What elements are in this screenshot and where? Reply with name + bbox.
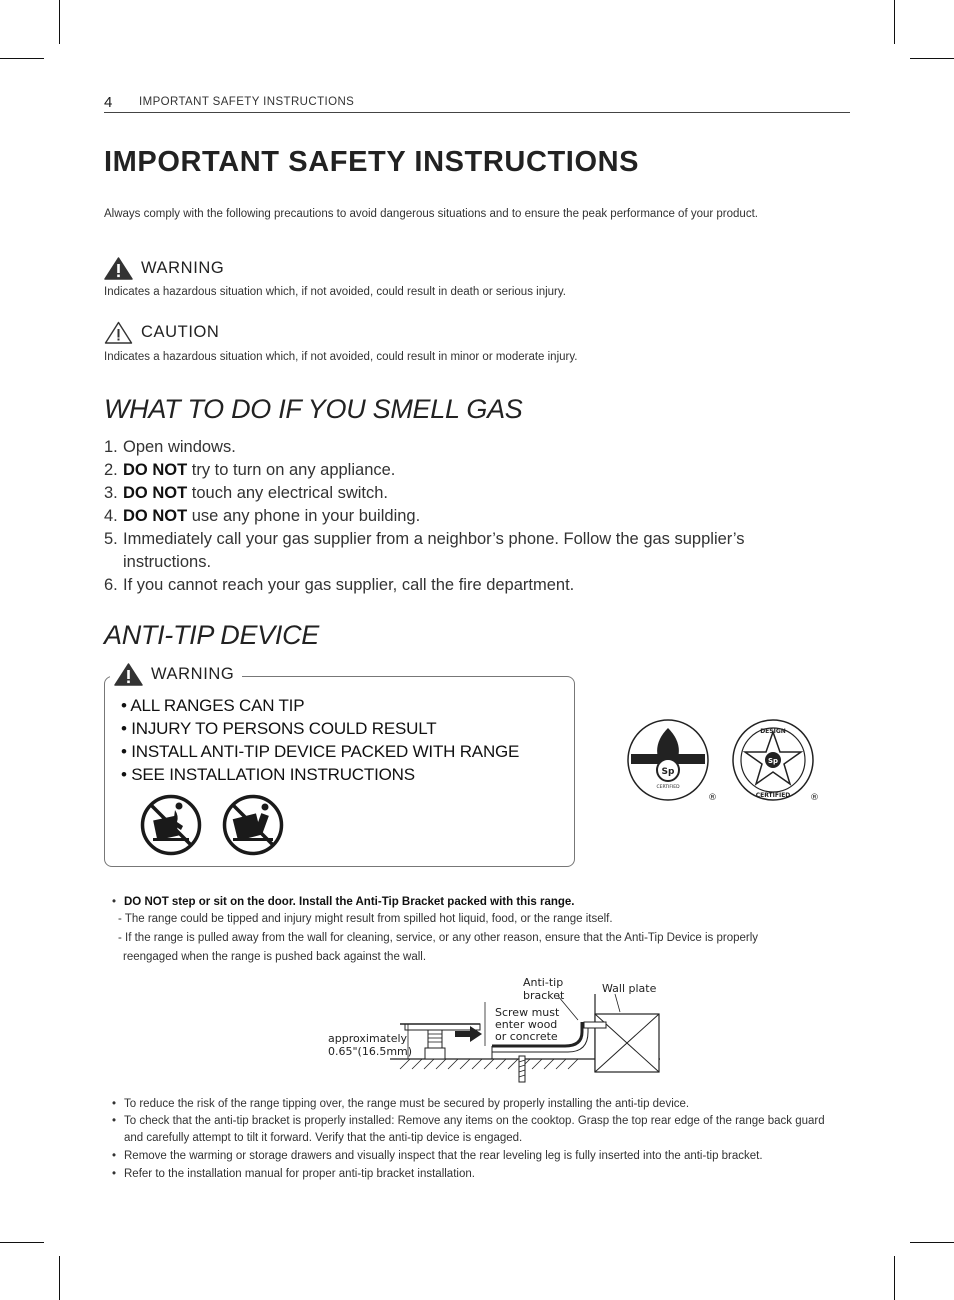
- label-approx-2: 0.65"(16.5mm): [328, 1045, 413, 1058]
- cert-top-text: DESIGN: [760, 728, 786, 735]
- page-number: 4: [104, 94, 113, 111]
- gas-heading: WHAT TO DO IF YOU SMELL GAS: [104, 394, 523, 424]
- step-number: 1.: [104, 438, 118, 456]
- bullet-item: • Remove the warming or storage drawers and visually inspect that the rear leveling leg is fully inserted into the anti-tip bracket.: [112, 1148, 852, 1165]
- caution-signal: [104, 321, 219, 344]
- svg-text:Sp: Sp: [661, 767, 675, 777]
- warning-signal: [104, 257, 224, 280]
- step-number: 2.: [104, 461, 118, 479]
- bullet-item: • DO NOT step or sit on the door. Install the Anti-Tip Bracket packed with this range.: [112, 894, 852, 911]
- step-emphasis: DO NOT: [123, 461, 188, 479]
- step-emphasis: DO NOT: [123, 484, 188, 502]
- page-title: IMPORTANT SAFETY INSTRUCTIONS: [104, 146, 640, 178]
- antitip-heading: ANTI-TIP DEVICE: [104, 620, 320, 650]
- step-text: touch any electrical switch.: [187, 484, 389, 502]
- label-screw-1: Screw must: [495, 1006, 560, 1019]
- registered-mark: ®: [708, 793, 717, 803]
- label-screw-3: or concrete: [495, 1030, 558, 1043]
- label-approx-1: approximately: [328, 1032, 408, 1045]
- design-certified-logo: [729, 718, 825, 804]
- bullet-text: To reduce the risk of the range tipping over, the range must be secured by properly installing the anti-tip device.: [124, 1098, 690, 1110]
- bullet-text: Remove the warming or storage drawers and visually inspect that the rear leveling leg is fully inserted into the anti-tip bracket.: [124, 1150, 763, 1162]
- step-number: 3.: [104, 484, 118, 502]
- step-text: Immediately call your gas supplier from a neighbor’s phone. Follow the gas supplier’s instructions.: [123, 530, 745, 571]
- step-number: 4.: [104, 507, 118, 525]
- registered-mark: ®: [810, 793, 819, 803]
- label-bracket-2: bracket: [523, 989, 565, 1002]
- warning-box-label: WARNING: [151, 665, 235, 683]
- svg-text:Sp: Sp: [767, 757, 779, 765]
- step-text: use any phone in your building.: [187, 507, 421, 525]
- cert-bottom-text: CERTIFIED: [755, 792, 791, 799]
- crop-mark: [59, 0, 60, 44]
- warning-box-item: • SEE INSTALLATION INSTRUCTIONS: [121, 765, 415, 784]
- cert-text: CERTIFIED: [656, 785, 680, 790]
- sub-item: - The range could be tipped and injury might result from spilled hot liquid, food, or the range itself.: [118, 913, 613, 925]
- crop-mark: [894, 1256, 895, 1300]
- gas-step: [104, 459, 844, 482]
- intro-text: Always comply with the following precautions to avoid dangerous situations and to ensure the peak performance of your product.: [104, 208, 758, 220]
- warning-box-item: • INJURY TO PERSONS COULD RESULT: [121, 719, 437, 738]
- csa-certified-logo: [623, 718, 719, 804]
- gas-step: [104, 574, 844, 597]
- label-wall-plate: Wall plate: [602, 982, 657, 995]
- step-emphasis: DO NOT: [123, 507, 188, 525]
- header-rule: [104, 112, 850, 113]
- bullet-item: • To reduce the risk of the range tipping over, the range must be secured by properly installing the anti-tip device.: [112, 1096, 852, 1113]
- warning-label: WARNING: [141, 259, 225, 277]
- bullet-text: To check that the anti-tip bracket is properly installed: Remove any items on the cooktop. Grasp the top rear edge of the range back guard and carefully attempt to tilt it forward. Verify that the anti-tip device is engaged.: [124, 1115, 825, 1144]
- step-number: 6.: [104, 576, 118, 594]
- no-sitting-on-door-icon: [139, 794, 203, 856]
- bullet-item: • To check that the anti-tip bracket is properly installed: Remove any items on the cooktop. Grasp the top rear edge of the range back guard and carefully attempt to tilt it forward. Verify that the anti-tip device is engaged.: [112, 1113, 852, 1147]
- running-header: IMPORTANT SAFETY INSTRUCTIONS: [139, 96, 355, 108]
- bullet-text: DO NOT step or sit on the door. Install the Anti-Tip Bracket packed with this range.: [124, 896, 575, 908]
- caution-triangle-icon: [104, 321, 133, 344]
- gas-steps: [104, 436, 844, 597]
- step-text: try to turn on any appliance.: [187, 461, 396, 479]
- warning-description: Indicates a hazardous situation which, if not avoided, could result in death or serious injury.: [104, 286, 566, 298]
- no-standing-on-door-icon: [221, 794, 285, 856]
- label-bracket-1: Anti-tip: [523, 976, 564, 989]
- label-screw-2: enter wood: [495, 1018, 558, 1031]
- caution-label: CAUTION: [141, 323, 220, 341]
- gas-step: [104, 505, 844, 528]
- gas-step: [104, 528, 844, 574]
- antitip-diagram: [320, 974, 665, 1088]
- crop-mark: [910, 58, 954, 59]
- sub-item: reengaged when the range is pushed back against the wall.: [123, 951, 427, 963]
- sub-item: - If the range is pulled away from the wall for cleaning, service, or any other reason, ensure that the Anti-Tip Device is properly: [118, 932, 759, 944]
- crop-mark: [0, 1242, 44, 1243]
- warning-box-list: [121, 694, 519, 786]
- step-text: If you cannot reach your gas supplier, call the fire department.: [123, 576, 575, 594]
- crop-mark: [0, 58, 44, 59]
- warning-triangle-icon: [114, 663, 143, 686]
- crop-mark: [59, 1256, 60, 1300]
- gas-step: [104, 436, 844, 459]
- warning-box-item: • ALL RANGES CAN TIP: [121, 696, 305, 715]
- bullet-item: • Refer to the installation manual for proper anti-tip bracket installation.: [112, 1166, 852, 1183]
- warning-box-title: [110, 663, 242, 686]
- crop-mark: [910, 1242, 954, 1243]
- crop-mark: [894, 0, 895, 44]
- caution-description: Indicates a hazardous situation which, if not avoided, could result in minor or moderate injury.: [104, 351, 578, 363]
- warning-triangle-icon: [104, 257, 133, 280]
- step-text: Open windows.: [123, 438, 236, 456]
- step-number: 5.: [104, 530, 118, 548]
- gas-step: [104, 482, 844, 505]
- bullet-text: Refer to the installation manual for proper anti-tip bracket installation.: [124, 1168, 475, 1180]
- warning-box-item: • INSTALL ANTI-TIP DEVICE PACKED WITH RANGE: [121, 742, 520, 761]
